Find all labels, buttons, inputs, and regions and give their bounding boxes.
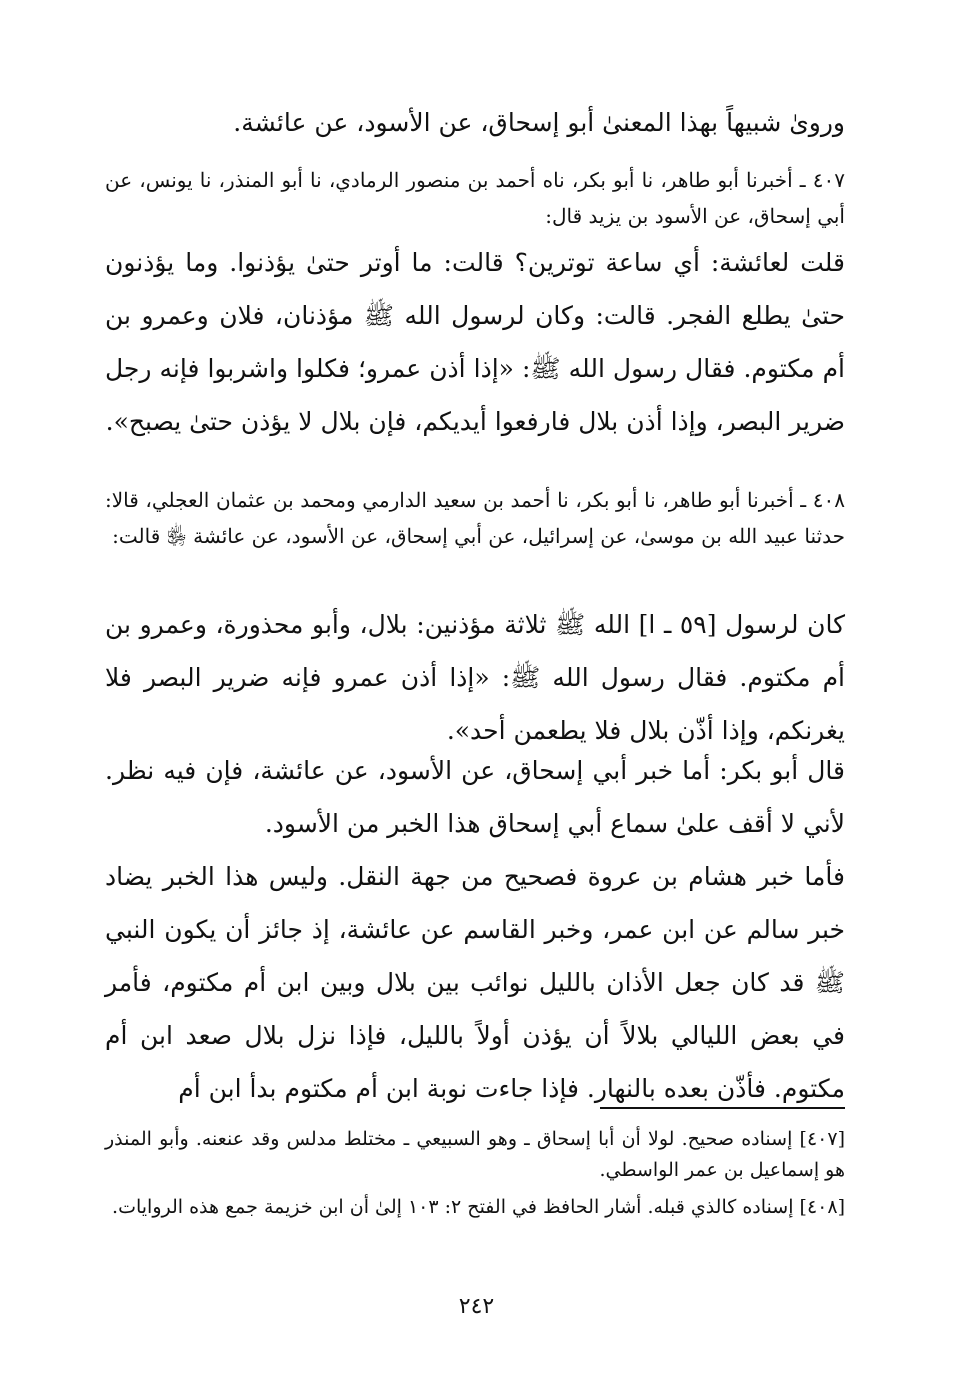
footnote-divider [600,1107,845,1109]
footnote-text: إسناده صحيح. لولا أن أبا إسحاق ـ وهو السبيعي ـ مختلط مدلس وقد عنعنه. وأبو المنذر هو إسماعيل بن عمر الواسطي. [105,1128,845,1181]
hadith-407-text: قلت لعائشة: أي ساعة توترين؟ قالت: ما أوتر حتىٰ يؤذنوا. وما يؤذنون حتىٰ يطلع الفجر. قالت: وكان لرسول الله ﷺ مؤذنان، فلان وعمرو بن أم مكتوم. فقال رسول الله ﷺ: «إذا أذن عمرو؛ فكلوا واشربوا فإنه رجل ضرير البصر، وإذا أذن بلال فارفعوا أيديكم، فإن بلال لا يؤذن حتىٰ يصبح». [105,248,845,436]
footnote-number: [٤٠٨] [799,1196,845,1218]
commentary-hisham: فأما خبر هشام بن عروة فصحيح من جهة النقل. وليس هذا الخبر يضاد خبر سالم عن ابن عمر، وخبر القاسم عن عائشة، إذ جائز أن يكون النبي ﷺ قد كان جعل الأذان بالليل نوائب بين بلال وبين ابن أم مكتوم، فأمر في بعض الليالي بلالاً أن يؤذن أولاً بالليل، فإذا نزل بلال صعد ابن أم مكتوم. فأذّن بعده بالنهار. فإذا جاءت نوبة ابن أم مكتوم بدأ ابن أم [105,862,845,1103]
hadith-408-text: كان لرسول [٥٩ ـ ا] الله ﷺ ثلاثة مؤذنين: بلال، وأبو محذورة، وعمرو بن أم مكتوم. فقال رسول الله ﷺ: «إذا أذن عمرو فإنه ضرير البصر فلا يغرنكم، وإذا أذّن بلال فلا يطعمن أحد». [105,610,845,745]
footnote-text: إسناده كالذي قبله. أشار الحافظ في الفتح ٢: ١٠٣ إلىٰ أن ابن خزيمة جمع هذه الروايات. [112,1196,794,1218]
hadith-407-isnad: ٤٠٧ ـ أخبرنا أبو طاهر، نا أبو بكر، ناه أحمد بن منصور الرمادي، نا أبو المنذر، نا يونس، عن أبي إسحاق، عن الأسود بن يزيد قال: [105,168,845,228]
footnote-408 [105,1192,845,1223]
hadith-408-isnad: ٤٠٨ ـ أخبرنا أبو طاهر، نا أبو بكر، نا أحمد بن سعيد الدارمي ومحمد بن عثمان العجلي، قالا: حدثنا عبيد الله بن موسىٰ، عن إسرائيل، عن أبي إسحاق، عن الأسود، عن عائشة ﵂ قالت: [105,488,845,548]
footnote-407 [105,1124,845,1186]
commentary-abu-bakr: قال أبو بكر: أما خبر أبي إسحاق، عن الأسود، عن عائشة، فإن فيه نظر. لأني لا أقف علىٰ سماع أبي إسحاق هذا الخبر من الأسود. [105,756,845,838]
paragraph-intro: ورویٰ شبيهاً بهذا المعنىٰ أبو إسحاق، عن الأسود، عن عائشة. [233,108,845,137]
footnote-number: [٤٠٧] [799,1128,845,1150]
page-number: ٢٤٢ [458,1294,495,1319]
